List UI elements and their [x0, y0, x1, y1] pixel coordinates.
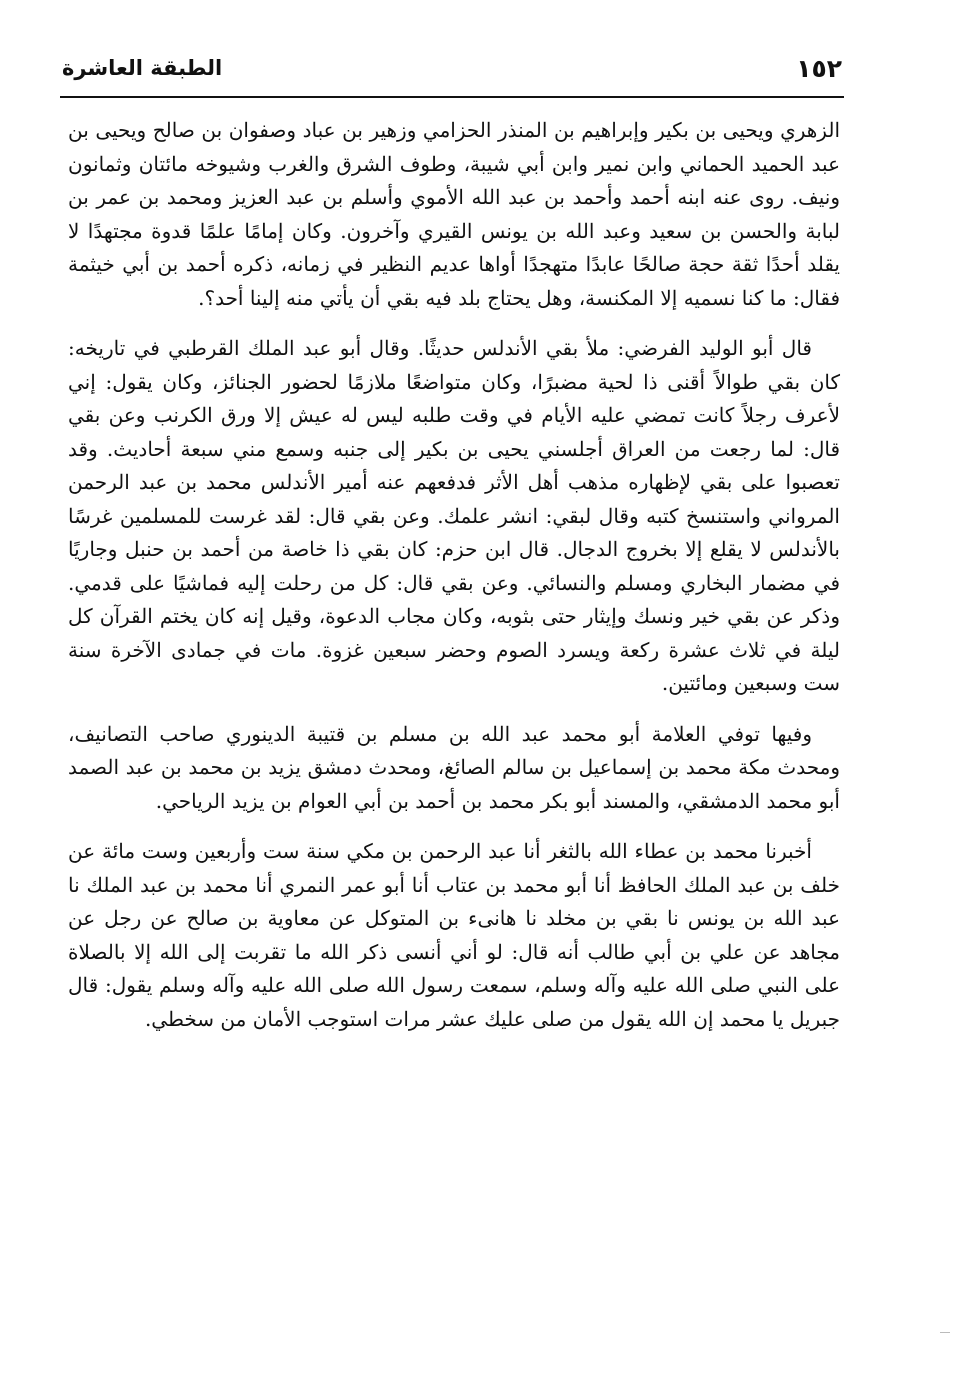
paragraph-deaths-that-year: وفيها توفي العلامة أبو محمد عبد الله بن مسلم بن قتيبة الدينوري صاحب التصانيف، ومحدث مكة محمد بن إسماعيل بن سالم الصائغ، ومحدث دمشق يزيد بن محمد بن عبد الصمد أبو محمد الدمشقي، والمسند أبو بكر محمد بن أحمد بن أبي العوام بن يزيد الرياحي.	[68, 721, 840, 813]
header-divider	[60, 96, 844, 98]
body-text	[68, 114, 840, 1036]
running-header	[62, 50, 842, 86]
paragraph-hadith-chain: أخبرنا محمد بن عطاء الله بالثغر أنا عبد الرحمن بن مكي سنة ست وأربعين وست مائة عن خلف بن عبد الملك الحافظ أنا أبو محمد بن عتاب أنا أبو عمر النمري أنا محمد بن عبد الملك نا عبد الله بن يونس نا بقي بن مخلد نا هانىء بن المتوكل عن معاوية بن صالح عن رجل عن مجاهد عن علي بن أبي طالب أنه قال: لو أني أنسى ذكر الله ما تقربت إلى الله إلا بالصلاة على النبي صلى الله عليه وآله وسلم، سمعت رسول الله صلى الله عليه وآله وسلم يقول: قال جبريل يا محمد إن الله يقول من صلى عليك عشر مرات استوجب الأمان من سخطي.	[68, 839, 840, 1031]
page-number: ١٥٢	[796, 54, 842, 83]
paragraph-scholars-sayings: قال أبو الوليد الفرضي: ملأ بقي الأندلس حديثًا. وقال أبو عبد الملك القرطبي في تاريخه: كان بقي طوالاً أقنى ذا لحية مضبرًا، وكان متواضعًا ملازمًا لحضور الجنائز، وكان يقول: إني لأعرف رجلاً كانت تمضي عليه الأيام في وقت طلبه ليس له عيش إلا ورق الكرنب وعن بقي قال: لما رجعت من العراق أجلسني يحيى بن بكير إلى جنبه وسمع مني سبعة أحاديث. وقد تعصبوا على بقي لإظهاره مذهب أهل الأثر فدفعهم عنه أمير الأندلس محمد بن عبد الرحمن المرواني واستنسخ كتبه وقال لبقي: انشر علمك. وعن بقي قال: لقد غرست للمسلمين غرسًا بالأندلس لا يقلع إلا بخروج الدجال. قال ابن حزم: كان بقي ذا خاصة من أحمد بن حنبل وجاريًا في مضمار البخاري ومسلم والنسائي. وعن بقي قال: كل من رحلت إليه فماشيًا على قدمي. وذكر عن بقي خير ونسك وإيثار حتى بثوبه، وكان مجاب الدعوة، وقيل إنه كان يختم القرآن كل ليلة في ثلاث عشرة ركعة ويسرد الصوم وحضر سبعين غزوة. مات في جمادى الآخرة سنة ست وسبعين ومائتين.	[68, 336, 841, 695]
chapter-title: الطبقة العاشرة	[62, 56, 223, 80]
paragraph-narrators-biography: الزهري ويحيى بن بكير وإبراهيم بن المنذر الحزامي وزهير بن عباد وصفوان بن صالح ويحيى بن عبد الحميد الحماني وابن نمير وابن أبي شيبة، وطوف الشرق والغرب وشيوخه مائتان وثمانون ونيف. روى عنه ابنه أحمد وأحمد بن عبد الله الأموي وأسلم بن عبد العزيز ومحمد بن عمر بن لبابة والحسن بن سعيد وعبد الله بن يونس القيري وآخرون. وكان إمامًا علمًا قدوة مجتهدًا لا يقلد أحدًا ثقة حجة صالحًا عابدًا متهجدًا أواها عديم النظير في زمانه، ذكره أحمد بن أبي خيثمة فقال: ما كنا نسميه إلا المكنسة، وهل يحتاج بلد فيه بقي أن يأتي منه إلينا أحد؟.	[68, 118, 840, 310]
margin-mark	[940, 1332, 950, 1333]
